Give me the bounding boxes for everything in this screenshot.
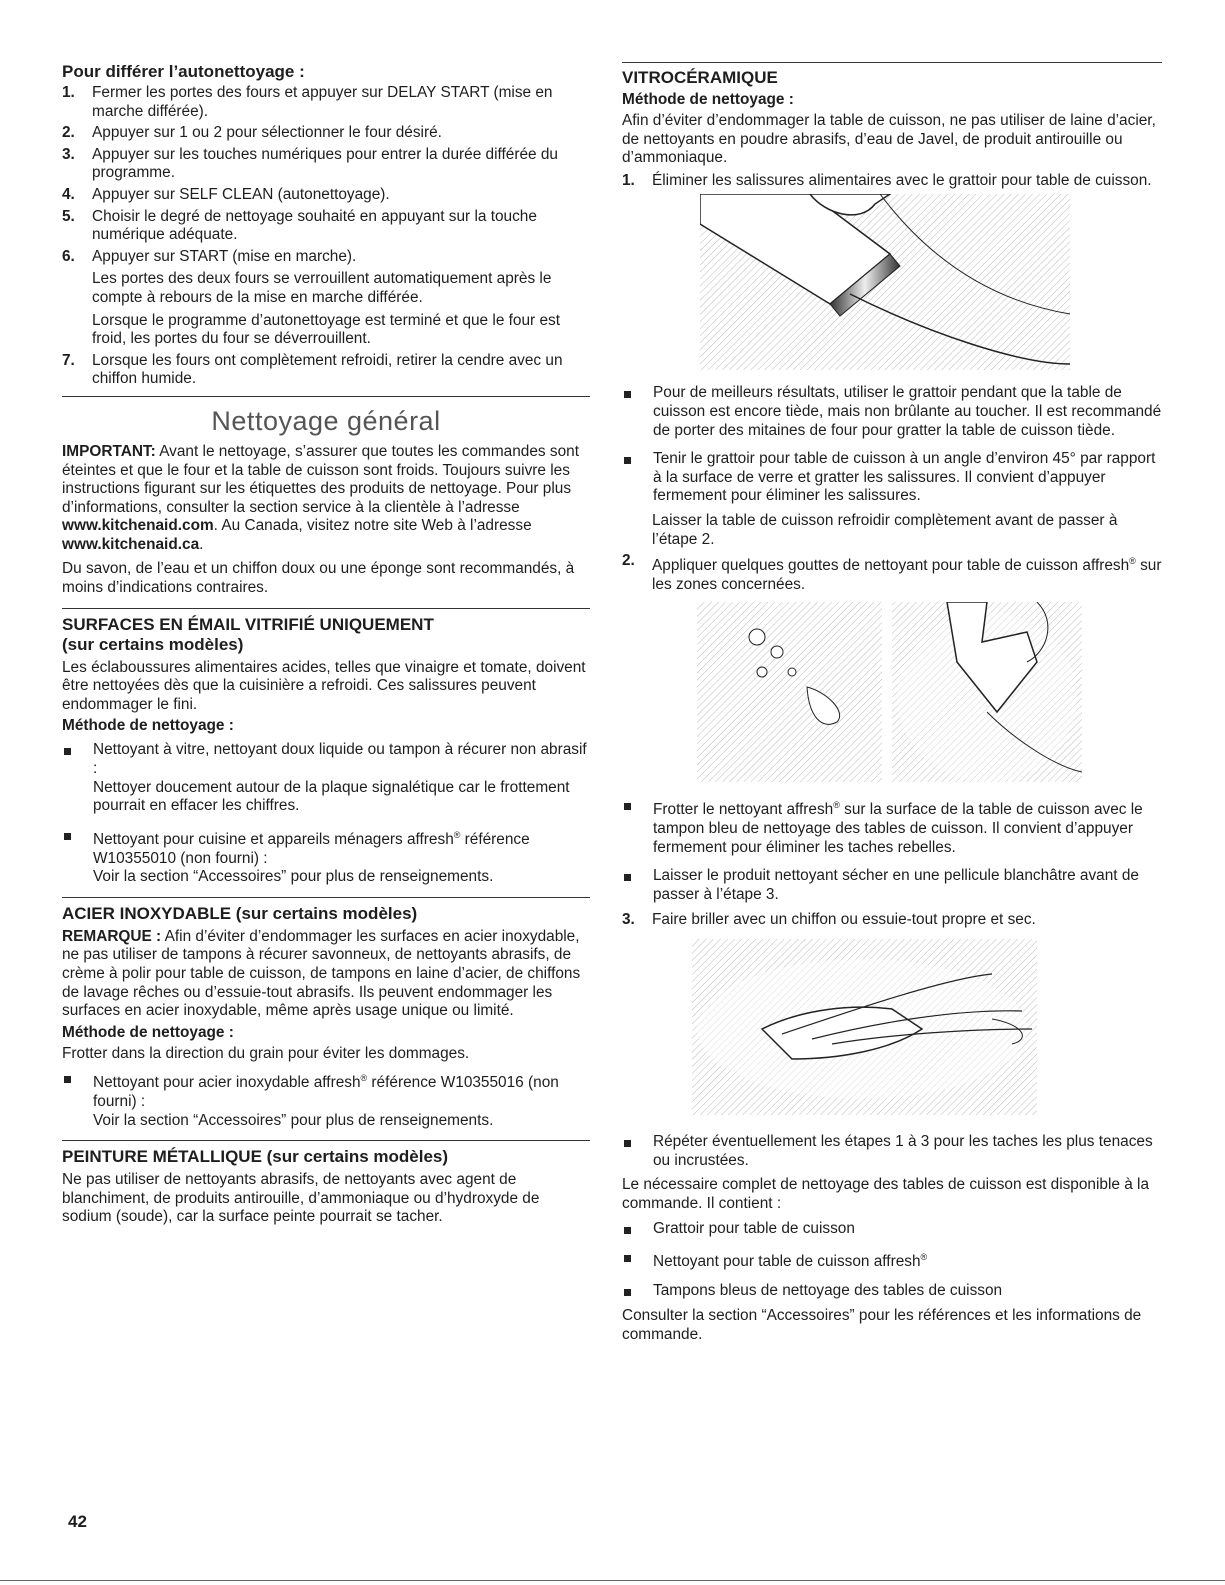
- list-item: Frotter le nettoyant affresh® sur la surface de la table de cuisson avec le tampon bleu de nettoyage des tables de cuisson. Il convient d’appuyer fermement pour éliminer les taches rebelles.: [622, 796, 1162, 857]
- right-column: [622, 62, 1162, 1345]
- steel-remark: REMARQUE : Afin d’éviter d’endommager les surfaces en acier inoxydable, ne pas utiliser de tampons à récurer savonneux, de nettoyants abrasifs, de crème à polir pour table de cuisson, de tampons en laine d’acier, de chiffons de lavage rêches ou d’essuie-tout abrasifs. Ils peuvent endommager les surfaces en acier inoxydable, même après usage unique ou limité.: [62, 927, 581, 1020]
- list-item: Nettoyant pour table de cuisson affresh®: [622, 1248, 1162, 1272]
- page-number: 42: [68, 1512, 87, 1531]
- step-item: 6. Appuyer sur START (mise en marche). Les portes des deux fours se verrouillent automatiquement après le compte à rebours de la mise en marche différée. Lorsque le programme d’autonettoyage est terminé et que le four est froid, les portes du four se déverrouillent.: [62, 248, 590, 349]
- steel-list: [62, 1069, 590, 1130]
- vitro-title: VITROCÉRAMIQUE: [622, 68, 778, 87]
- left-column: [62, 62, 590, 1227]
- defer-title: Pour différer l’autonettoyage :: [62, 62, 305, 81]
- step-item: 3. Appuyer sur les touches numériques pour entrer la durée différée du programme.: [62, 145, 558, 182]
- step-item: 5. Choisir le degré de nettoyage souhaité en appuyant sur la touche numérique adéquate.: [62, 207, 537, 244]
- divider: [62, 897, 590, 898]
- vitro-step1: [622, 172, 1162, 191]
- step1-after: Laisser la table de cuisson refroidir complètement avant de passer à l’étape 2.: [652, 511, 1118, 548]
- enamel-title: SURFACES EN ÉMAIL VITRIFIÉ UNIQUEMENT: [62, 614, 434, 634]
- important-paragraph: IMPORTANT: Avant le nettoyage, s’assurer que toutes les commandes sont éteintes et que le four et la table de cuisson sont froids. Toujours suivre les instructions figurant sur les étiquettes des produits de nettoyage. Pour plus d’informations, consulter la section service à la clientèle à l’adresse www.kitchenaid.com. Au Canada, visitez notre site Web à l’adresse www.kitchenaid.ca.: [62, 442, 579, 553]
- steel-text: Frotter dans la direction du grain pour éviter les dommages.: [62, 1044, 470, 1062]
- list-item: Tampons bleus de nettoyage des tables de cuisson: [622, 1282, 1162, 1301]
- cleaner-drops-illustration: [697, 602, 1082, 782]
- enamel-subtitle: (sur certains modèles): [62, 634, 244, 654]
- list-item: Répéter éventuellement les étapes 1 à 3 pour les taches les plus tenaces ou incrustées.: [622, 1133, 1162, 1170]
- scraper-illustration: [700, 194, 1070, 370]
- soap-paragraph: Du savon, de l’eau et un chiffon doux ou une éponge sont recommandés, à moins d’indications contraires.: [62, 560, 575, 597]
- step-item: 1. Fermer les portes des fours et appuyer sur DELAY START (mise en marche différée).: [62, 84, 553, 120]
- method-label: Méthode de nettoyage :: [62, 717, 234, 735]
- step2-tips: [622, 796, 1162, 904]
- enamel-list: [62, 741, 590, 886]
- step-item: 1. Éliminer les salissures alimentaires avec le grattoir pour table de cuisson.: [622, 171, 1152, 189]
- enamel-text: Les éclaboussures alimentaires acides, telles que vinaigre et tomate, doivent être nettoyées dès que la cuisinière a refroidi. Ces salissures peuvent endommager le fini.: [62, 658, 586, 713]
- website-link-canada[interactable]: www.kitchenaid.ca: [62, 535, 200, 553]
- polish-illustration: [692, 939, 1037, 1115]
- list-item: Nettoyant à vitre, nettoyant doux liquide ou tampon à récurer non abrasif : Nettoyer doucement autour de la plaque signalétique car le frottement pourrait en effacer les chiffres.: [62, 741, 590, 815]
- kit-paragraph: Le nécessaire complet de nettoyage des tables de cuisson est disponible à la commande. Il contient :: [622, 1176, 1150, 1212]
- method-label: Méthode de nettoyage :: [62, 1023, 234, 1041]
- step-note: Lorsque le programme d’autonettoyage est terminé et que le four est froid, les portes du four se déverrouillent.: [92, 311, 560, 348]
- list-item: Grattoir pour table de cuisson: [622, 1220, 1162, 1239]
- divider: [62, 608, 590, 609]
- step1-tips: [622, 384, 1162, 506]
- paint-text: Ne pas utiliser de nettoyants abrasifs, de nettoyants avec agent de blanchiment, de produits antirouille, d’ammoniaque ou d’hydroxyde de sodium (soude), car la surface peinte pourrait se tacher.: [62, 1171, 540, 1226]
- defer-steps: [62, 84, 590, 389]
- general-heading: Nettoyage général: [211, 405, 441, 436]
- step-item: 4. Appuyer sur SELF CLEAN (autonettoyage).: [62, 185, 390, 203]
- step3-tips: [622, 1133, 1162, 1170]
- vitro-step2: [622, 552, 1162, 594]
- step-item: 3. Faire briller avec un chiffon ou essuie-tout propre et sec.: [622, 910, 1036, 928]
- divider: [62, 396, 590, 397]
- divider: [62, 1140, 590, 1141]
- page-bottom-rule: [0, 1580, 1225, 1581]
- vitro-intro: Afin d’éviter d’endommager la table de cuisson, ne pas utiliser de laine d’acier, de nettoyants en poudre abrasifs, d’eau de Javel, de produit antirouille ou d’ammoniaque.: [622, 112, 1156, 167]
- step-item: 2. Appliquer quelques gouttes de nettoyant pour table de cuisson affresh® sur les zones concernées.: [622, 552, 1162, 593]
- step-note: Les portes des deux fours se verrouillent automatiquement après le compte à rebours de la mise en marche différée.: [92, 270, 552, 306]
- method-label: Méthode de nettoyage :: [622, 91, 794, 108]
- paint-title: PEINTURE MÉTALLIQUE (sur certains modèles): [62, 1147, 449, 1167]
- steel-title: ACIER INOXYDABLE (sur certains modèles): [62, 903, 418, 923]
- vitro-step3: [622, 911, 1162, 930]
- list-item: Laisser le produit nettoyant sécher en une pellicule blanchâtre avant de passer à l’étape 3.: [622, 867, 1162, 904]
- step-item: 2. Appuyer sur 1 ou 2 pour sélectionner le four désiré.: [62, 124, 442, 142]
- divider: [622, 62, 1162, 63]
- website-link[interactable]: www.kitchenaid.com: [62, 517, 214, 535]
- accessories-note: Consulter la section “Accessoires” pour les références et les informations de commande.: [622, 1307, 1142, 1343]
- list-item: Tenir le grattoir pour table de cuisson à un angle d’environ 45° par rapport à la surface de verre et gratter les salissures. Il convient d’appuyer fermement pour éliminer les salissures.: [622, 450, 1162, 506]
- list-item: Pour de meilleurs résultats, utiliser le grattoir pendant que la table de cuisson est encore tiède, mais non brûlante au toucher. Il est recommandé de porter des mitaines de four pour gratter la table de cuisson tiède.: [622, 384, 1162, 440]
- list-item: Nettoyant pour cuisine et appareils ménagers affresh® référence W10355010 (non fourni) : Voir la section “Accessoires” pour plus de renseignements.: [62, 826, 590, 887]
- step-item: 7. Lorsque les fours ont complètement refroidi, retirer la cendre avec un chiffon humide.: [62, 351, 563, 388]
- list-item: Nettoyant pour acier inoxydable affresh® référence W10355016 (non fourni) : Voir la section “Accessoires” pour plus de renseignements.: [62, 1069, 590, 1130]
- kit-list: [622, 1220, 1162, 1301]
